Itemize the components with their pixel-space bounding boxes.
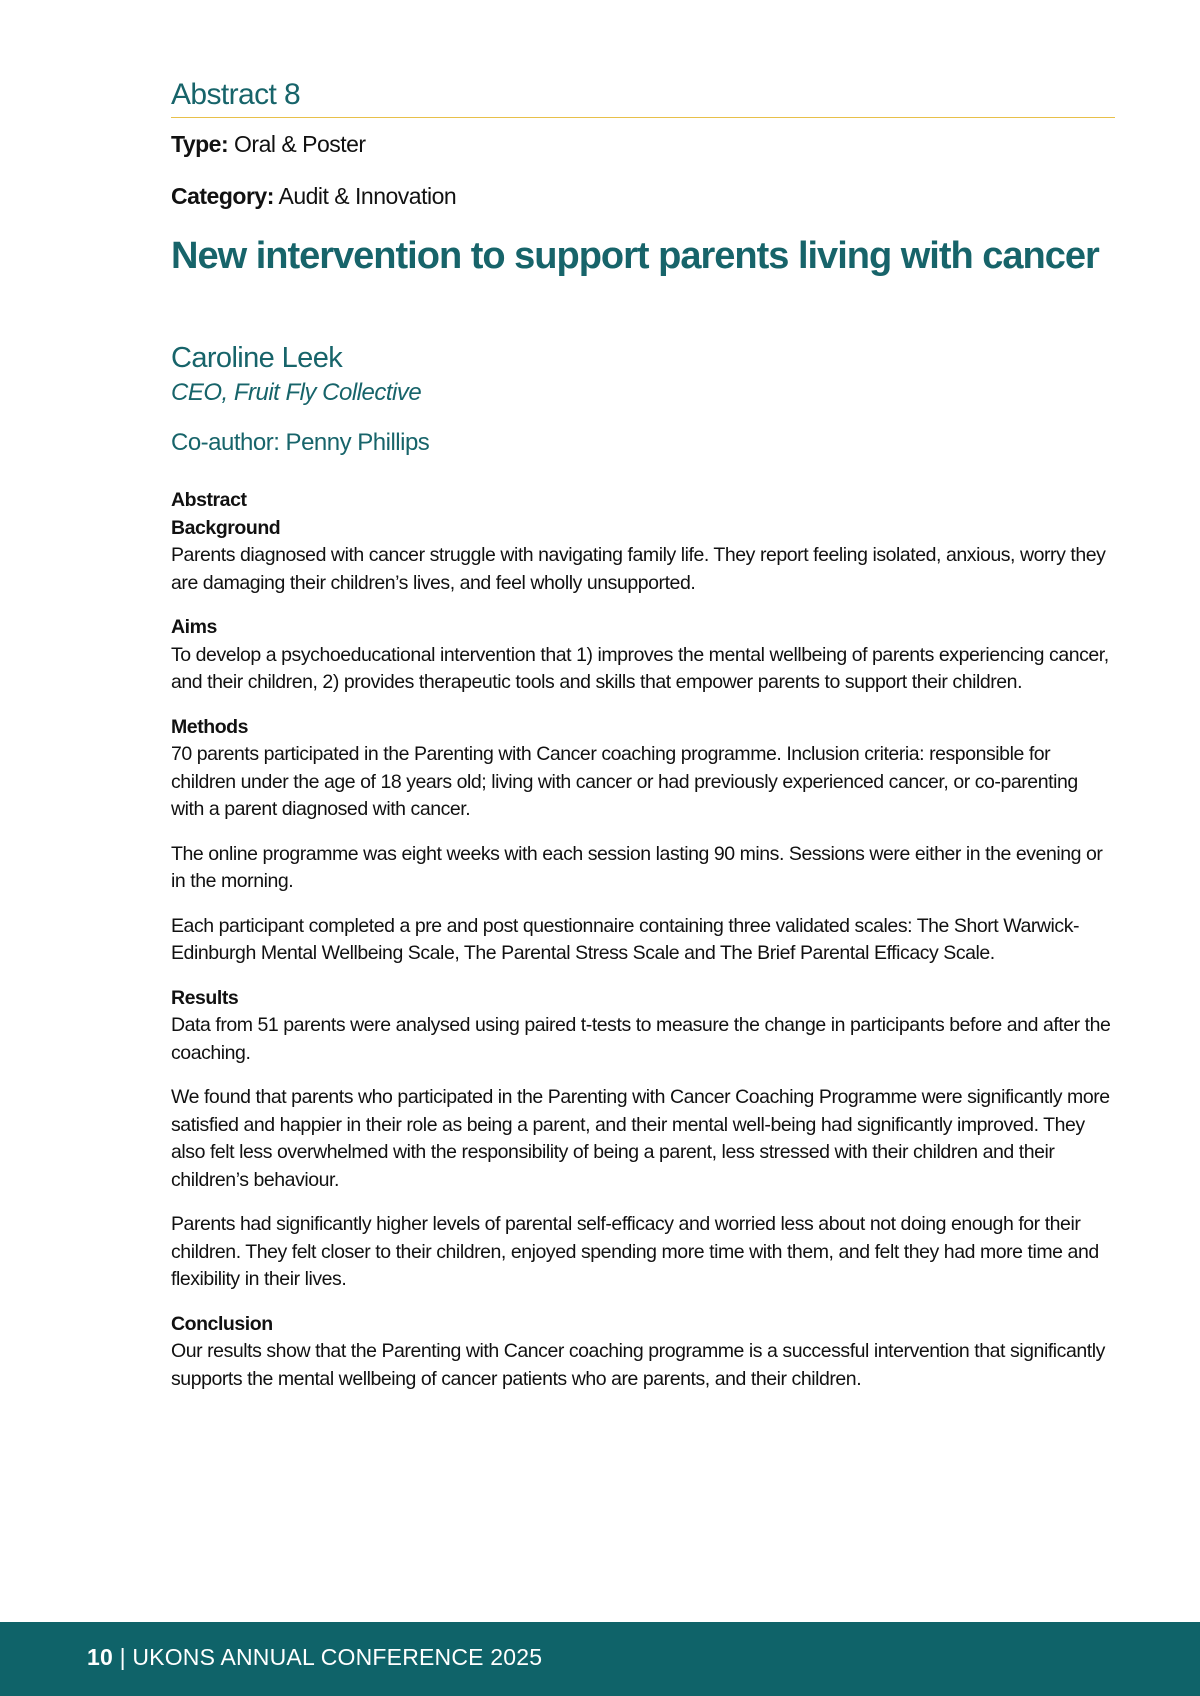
methods-heading: Methods: [171, 715, 249, 738]
abstract-page: [171, 78, 1115, 1393]
results-paragraph-3: Parents had significantly higher levels of parental self-efficacy and worried less about not doing enough for their children. They felt closer to their children, enjoyed spending more time with them, and felt they had more time and flexibility in their lives.: [171, 1213, 1099, 1291]
type-value: Oral & Poster: [234, 131, 366, 157]
background-text: Parents diagnosed with cancer struggle with navigating family life. They report feeling isolated, anxious, worry they are damaging their children’s lives, and feel wholly unsupported.: [171, 544, 1106, 594]
category-line: [171, 183, 1115, 211]
conclusion-heading: Conclusion: [171, 1312, 273, 1335]
coauthor: Co-author: Penny Phillips: [171, 428, 430, 456]
abstract-body: [171, 487, 1115, 1393]
results-paragraph-1: Data from 51 parents were analysed using paired t-tests to measure the change in participants before and after the coaching.: [171, 1014, 1111, 1064]
abstract-number: Abstract 8: [171, 78, 1115, 118]
conference-name: UKONS ANNUAL CONFERENCE 2025: [132, 1644, 543, 1670]
methods-paragraph-3: Each participant completed a pre and post questionnaire containing three validated scales: The Short Warwick-Edinburgh Mental Wellbeing Scale, The Parental Stress Scale and The Brief Parental Efficacy Scale.: [171, 914, 1080, 965]
type-label: Type:: [171, 131, 229, 157]
abstract-heading: Abstract: [171, 489, 247, 512]
aims-heading: Aims: [171, 616, 217, 639]
author-role: CEO, Fruit Fly Collective: [171, 379, 422, 407]
category-label: Category:: [171, 182, 274, 209]
results-heading: Results: [171, 986, 239, 1009]
background-heading: Background: [171, 516, 281, 539]
conclusion-text: Our results show that the Parenting with Cancer coaching programme is a successful intervention that significantly supports the mental wellbeing of cancer patients who are parents, and their children.: [171, 1340, 1105, 1390]
footer-separator: |: [112, 1644, 133, 1670]
page-footer: [0, 1622, 1200, 1696]
aims-text: To develop a psychoeducational intervention that 1) improves the mental wellbeing of parents experiencing cancer, and their children, 2) provides therapeutic tools and skills that empower parents to support their children.: [171, 643, 1109, 694]
type-line: [171, 131, 1115, 159]
author-name: Caroline Leek: [171, 341, 343, 374]
methods-paragraph-1: 70 parents participated in the Parenting with Cancer coaching programme. Inclusion criteria: responsible for children under the age of 18 years old; living with cancer or had previously experienced cancer, or co-parenting with a parent diagnosed with cancer.: [171, 743, 1078, 821]
category-value: Audit & Innovation: [278, 182, 457, 209]
footer-text: [87, 1644, 542, 1671]
abstract-title: New intervention to support parents living with cancer: [171, 235, 1099, 278]
methods-paragraph-2: The online programme was eight weeks with each session lasting 90 mins. Sessions were either in the evening or in the morning.: [171, 842, 1103, 893]
results-paragraph-2: We found that parents who participated in the Parenting with Cancer Coaching Programme were significantly more satisfied and happier in their role as being a parent, and their mental well-being had significantly improved. They also felt less overwhelmed with the responsibility of being a parent, less stressed with their children and their children’s behaviour.: [171, 1086, 1110, 1191]
page-number: 10: [87, 1644, 113, 1670]
